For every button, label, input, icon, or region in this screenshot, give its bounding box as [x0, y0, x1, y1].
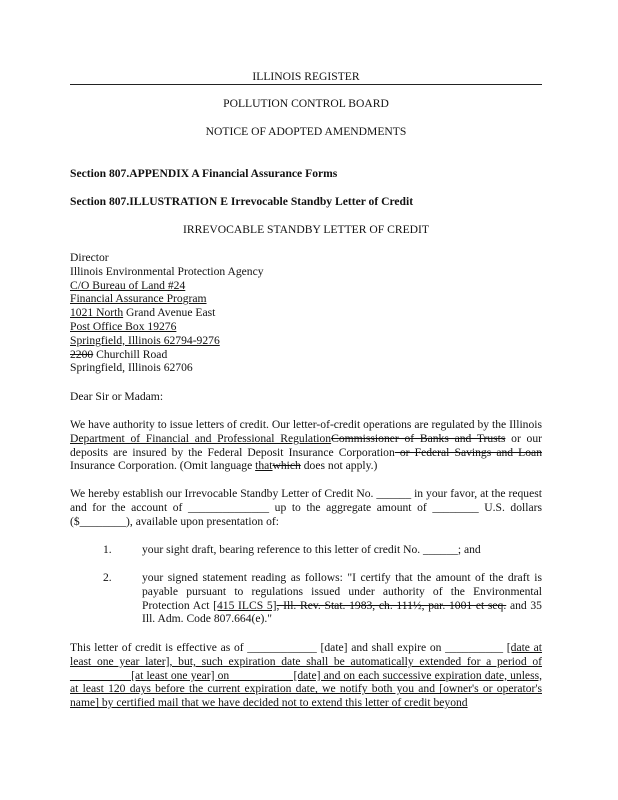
item-text: your sight draft, bearing reference to this letter of credit No. ______; and	[142, 543, 481, 556]
address-line	[70, 306, 542, 320]
para-inserted-text: that	[255, 459, 273, 473]
paragraph-effective	[70, 641, 542, 710]
address-line	[70, 279, 542, 293]
address-line: Springfield, Illinois 62706	[70, 361, 193, 375]
illustration-heading: Section 807.ILLUSTRATION E Irrevocable Standby Letter of Credit	[70, 195, 414, 208]
address-line: Illinois Environmental Protection Agency	[70, 264, 264, 278]
paragraph-authority	[70, 418, 542, 473]
address-text: Grand Avenue East	[123, 306, 216, 320]
address-line: Director	[70, 251, 109, 264]
para-deleted-text: or Federal Savings and Loan	[394, 445, 542, 459]
register-title: ILLINOIS REGISTER	[252, 70, 360, 83]
paragraph-establish: We hereby establish our Irrevocable Standby Letter of Credit No. ______ in your favor, at the request and for the account of ______________ up to the aggregate amount of ________ U.S. dollars ($________), available upon presentation of:	[70, 487, 542, 528]
address-line	[70, 334, 542, 348]
para-text: does not apply.)	[300, 459, 378, 473]
item-number: 2.	[103, 571, 112, 584]
address-line	[70, 348, 542, 362]
para-text: Insurance Corporation. (Omit language	[70, 459, 256, 473]
address-block	[70, 251, 542, 375]
address-line-inserted: Financial Assurance Program	[70, 292, 207, 306]
salutation: Dear Sir or Madam:	[70, 390, 164, 403]
address-line-inserted: Post Office Box 19276	[70, 319, 177, 333]
address-inserted-text: 1021 North	[70, 306, 124, 320]
address-line	[70, 320, 542, 334]
address-deleted-text: 2200	[70, 347, 94, 361]
letter-title: IRREVOCABLE STANDBY LETTER OF CREDIT	[183, 223, 429, 236]
item-text-part: your signed statement reading as follows: "I certify that the amount of the draft is payable pursuant to regulations issued under authority of the Environmental Protection Act	[142, 571, 542, 612]
para-text: This letter of credit is effective as of ____________ [date] and shall expire on __________	[70, 641, 507, 654]
address-text: Churchill Road	[93, 347, 168, 361]
address-line-inserted: C/O Bureau of Land #24	[70, 278, 186, 292]
item-inserted-text: [415 ILCS 5]	[213, 598, 277, 612]
para-deleted-text: Commissioner of Banks and Trusts	[331, 431, 506, 445]
address-line	[70, 292, 542, 306]
item-number: 1.	[103, 543, 112, 556]
notice-title: NOTICE OF ADOPTED AMENDMENTS	[205, 125, 407, 138]
para-text: or our deposits are insured by the Federal Deposit Insurance Corporation	[70, 431, 542, 459]
item-text-part: and 35 Ill. Adm. Code 807.664(e)."	[142, 598, 542, 626]
para-inserted-text: [date at least one year later], but, such expiration date shall be automatically extended for a period of __________ [at least one year] on __________ [date] and on each successive expiration date, unless, at least 120 days before the current expiration date, we notify both you and [owner's or operator's name] by certified mail that we have decided not to extend this letter of credit beyond	[70, 641, 542, 710]
para-text: We have authority to issue letters of credit. Our letter-of-credit operations are regulated by the Illinois	[70, 418, 542, 431]
para-deleted-text: which	[272, 459, 301, 473]
appendix-heading: Section 807.APPENDIX A Financial Assurance Forms	[70, 167, 338, 180]
item-deleted-text: , Ill. Rev. Stat. 1983, ch. 111½, par. 1001 et seq.	[276, 598, 507, 612]
address-line-inserted: Springfield, Illinois 62794-9276	[70, 333, 220, 347]
item-text	[142, 571, 542, 626]
para-inserted-text: Department of Financial and Professional Regulation	[70, 431, 332, 445]
board-title: POLLUTION CONTROL BOARD	[223, 97, 389, 110]
register-header	[70, 70, 542, 85]
